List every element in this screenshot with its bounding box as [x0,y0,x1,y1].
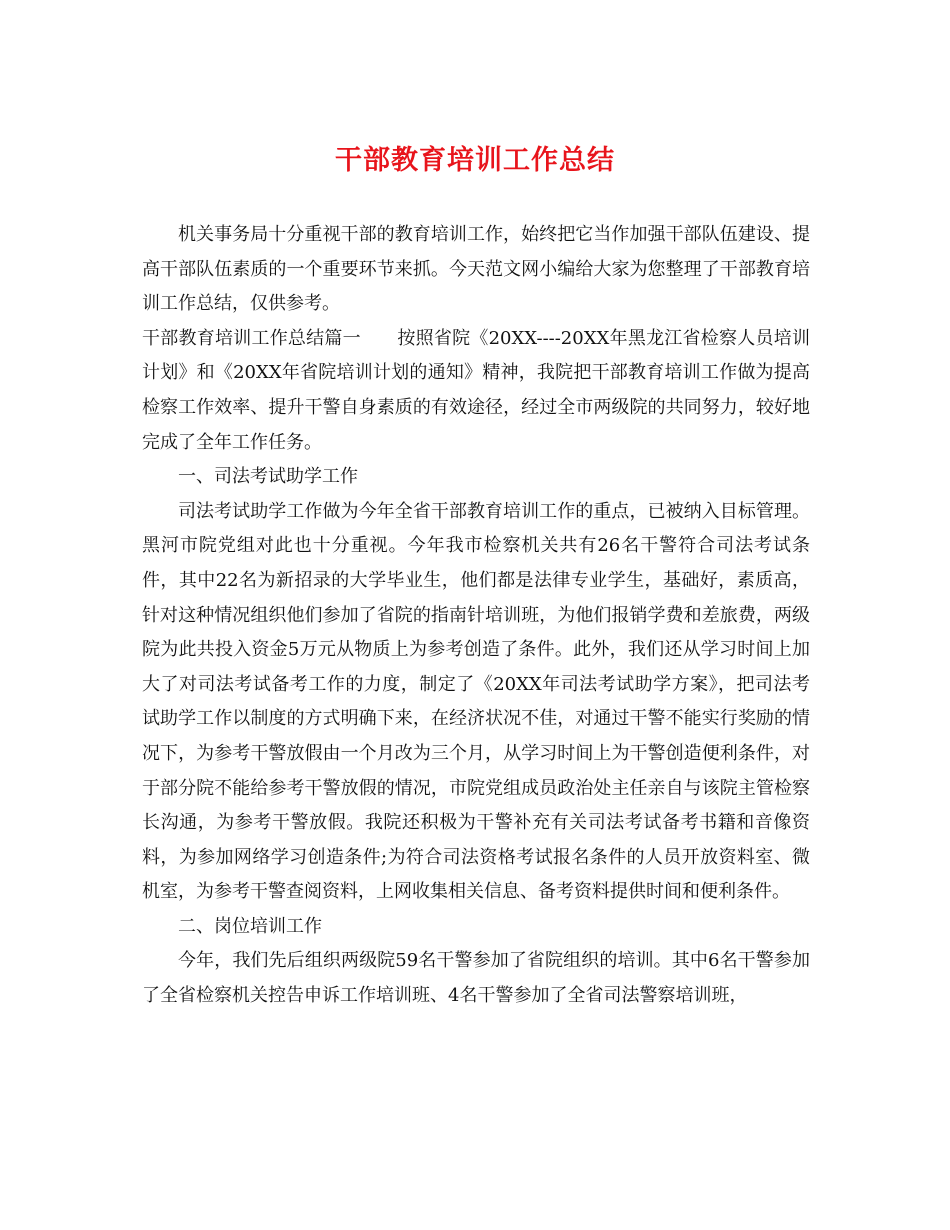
paragraph-post-training: 今年，我们先后组织两级院59名干警参加了省院组织的培训。其中6名干警参加了全省检察机关控告申诉工作培训班、4名干警参加了全省司法警察培训班， [142,950,810,1007]
heading-post-training: 二、岗位培训工作 [178,915,322,937]
paragraph-intro: 机关事务局十分重视干部的教育培训工作，始终把它当作加强干部队伍建设、提高干部队伍素质的一个重要环节来抓。今天范文网小编给大家为您整理了干部教育培训工作总结，仅供参考。 [142,224,810,315]
document-title: 干部教育培训工作总结 [335,145,615,176]
document-body [142,218,810,1014]
paragraph-section-one-intro: 干部教育培训工作总结篇一 按照省院《20XX----20XX年黑龙江省检察人员培训计划》和《20XX年省院培训计划的通知》精神，我院把干部教育培训工作做为提高检察工作效率、提升干警自身素质的有效途径，经过全市两级院的共同努力，较好地完成了全年工作任务。 [142,327,810,453]
paragraph-judicial-exam: 司法考试助学工作做为今年全省干部教育培训工作的重点，已被纳入目标管理。黑河市院党组对此也十分重视。今年我市检察机关共有26名干警符合司法考试条件，其中22名为新招录的大学毕业生，他们都是法律专业学生，基础好，素质高，针对这种情况组织他们参加了省院的指南针培训班，为他们报销学费和差旅费，两级院为此共投入资金5万元从物质上为参考创造了条件。此外，我们还从学习时间上加大了对司法考试备考工作的力度，制定了《20XX年司法考试助学方案》，把司法考试助学工作以制度的方式明确下来，在经济状况不佳，对通过干警不能实行奖励的情况下，为参考干警放假由一个月改为三个月，从学习时间上为干警创造便利条件，对于部分院不能给参考干警放假的情况，市院党组成员政治处主任亲自与该院主管检察长沟通，为参考干警放假。我院还积极为干警补充有关司法考试备考书籍和音像资料，为参加网络学习创造条件;为符合司法资格考试报名条件的人员开放资料室、微机室，为参考干警查阅资料，上网收集相关信息、备考资料提供时间和便利条件。 [142,500,810,903]
heading-judicial-exam: 一、司法考试助学工作 [178,466,358,488]
